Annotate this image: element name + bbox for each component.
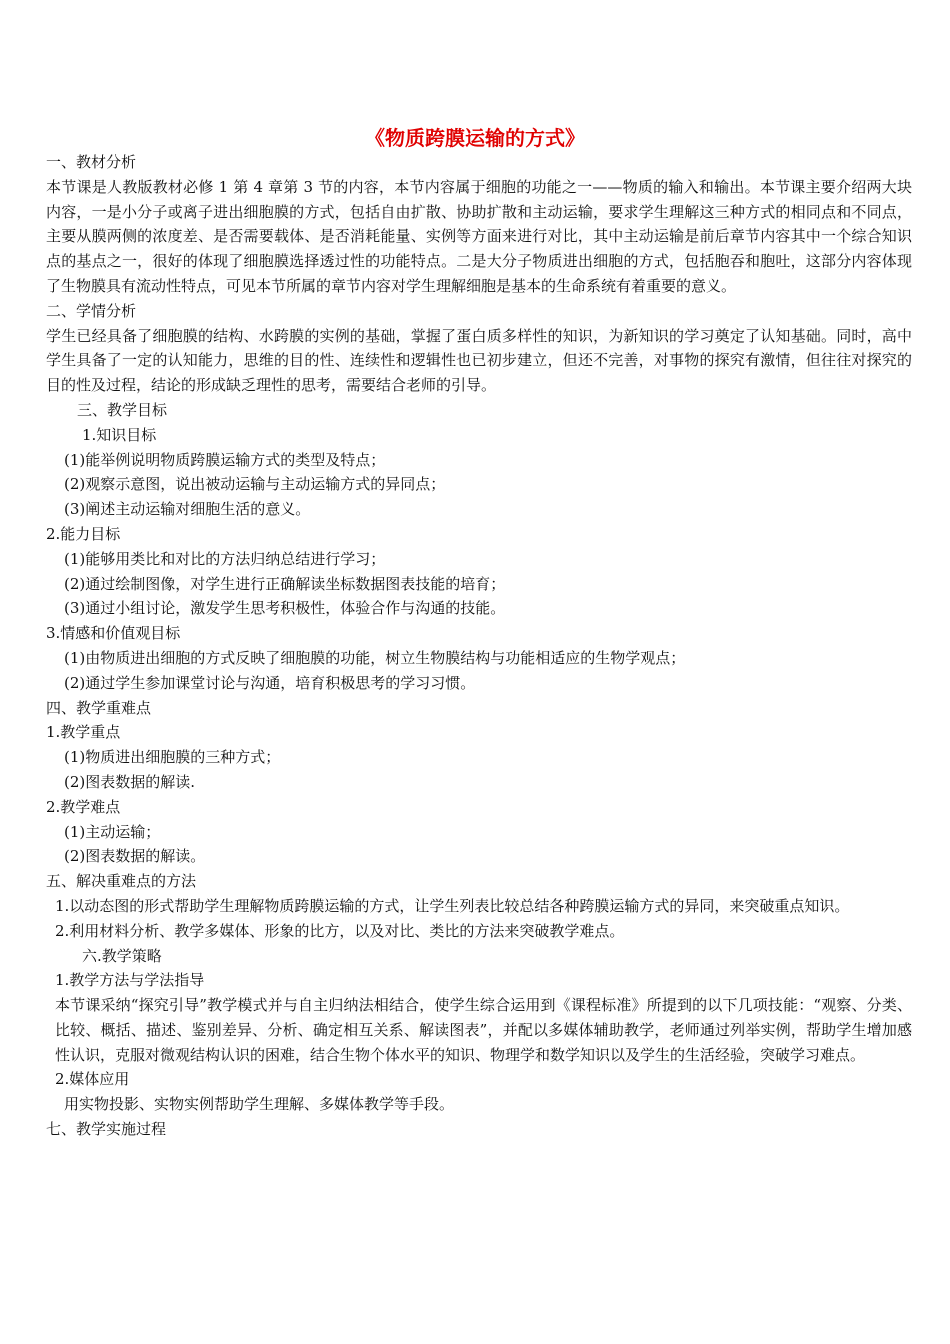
paragraph-student-analysis: 学生已经具备了细胞膜的结构、水跨膜的实例的基础，掌握了蛋白质多样性的知识，为新知识的学习奠定了认知基础。同时，高中学生具备了一定的认知能力，思维的目的性、连续性和逻辑性也已初步建立，但还不完善，对事物的探究有激情，但往往对探究的目的性及过程，结论的形成缺乏理性的思考，需要结合老师的引导。 <box>46 326 912 395</box>
list-item: (2)通过学生参加课堂讨论与沟通，培育积极思考的学习习惯。 <box>64 673 476 692</box>
list-item: (3)阐述主动运输对细胞生活的意义。 <box>64 500 311 519</box>
list-item: (1)由物质进出细胞的方式反映了细胞膜的功能，树立生物膜结构与功能相适应的生物学观点； <box>64 648 686 667</box>
list-item: 1.以动态图的形式帮助学生理解物质跨膜运输的方式，让学生列表比较总结各种跨膜运输方式的异同，来突破重点知识。 <box>55 896 850 915</box>
subheading-teaching-method: 1.教学方法与学法指导 <box>55 971 205 990</box>
subheading-teaching-focus: 1.教学重点 <box>46 723 121 742</box>
list-item: (1)物质进出细胞膜的三种方式； <box>64 748 281 767</box>
subheading-media: 2.媒体应用 <box>55 1070 130 1089</box>
subheading-knowledge-goals: 1.知识目标 <box>82 425 157 444</box>
list-item: (2)通过绘制图像，对学生进行正确解读坐标数据图表技能的培育； <box>64 574 506 593</box>
paragraph-teaching-method: 本节课采纳“探究引导”教学模式并与自主归纳法相结合，使学生综合运用到《课程标准》所提到的以下几项技能：“观察、分类、比较、概括、描述、鉴别差异、分析、确定相互关系、解读图表”，并配以多媒体辅助教学，老师通过列举实例，帮助学生增加感性认识，克服对微观结构认识的困难，结合生物个体水平的知识、物理学和数学知识以及学生的生活经验，突破学习难点。 <box>55 996 912 1064</box>
list-item: (2)图表数据的解读。 <box>64 847 206 866</box>
subheading-ability-goals: 2.能力目标 <box>46 524 121 543</box>
subheading-teaching-difficulty: 2.教学难点 <box>46 797 121 816</box>
section-heading-methods: 五、解决重难点的方法 <box>46 872 197 891</box>
paragraph-textbook-analysis: 本节课是人教版教材必修 1 第 4 章第 3 节的内容，本节内容属于细胞的功能之一——物质的输入和输出。本节课主要介绍两大块内容，一是小分子或离子进出细胞膜的方式，包括自由扩散、协助扩散和主动运输，要求学生理解这三种方式的相同点和不同点，主要从膜两侧的浓度差、是否需要载体、是否消耗能量、实例等方面来进行对比，其中主动运输是前后章节内容其中一个综合知识点的基点之一，很好的体现了细胞膜选择透过性的功能特点。二是大分子物质进出细胞的方式，包括胞吞和胞吐，这部分内容体现了生物膜具有流动性特点，可见本节所属的章节内容对学生理解细胞是基本的生命系统有着重要的意义。 <box>46 177 912 295</box>
list-item: (2)观察示意图，说出被动运输与主动运输方式的异同点； <box>64 475 446 494</box>
section-heading-strategy: 六.教学策略 <box>82 946 162 965</box>
section-heading-student-analysis: 二、学情分析 <box>46 301 137 320</box>
list-item: (1)能举例说明物质跨膜运输方式的类型及特点； <box>64 450 386 469</box>
section-heading-textbook-analysis: 一、教材分析 <box>46 153 137 171</box>
section-heading-teaching-goals: 三、教学目标 <box>77 400 168 419</box>
list-item: (1)主动运输； <box>64 822 161 841</box>
document-body <box>46 150 912 1142</box>
list-item: (2)图表数据的解读. <box>64 772 196 791</box>
document-title: 《物质跨膜运输的方式》 <box>365 126 585 150</box>
list-item: 2.利用材料分析、教学多媒体、形象的比方，以及对比、类比的方法来突破教学难点。 <box>55 921 625 940</box>
section-heading-key-points: 四、教学重难点 <box>46 698 152 717</box>
list-item: (3)通过小组讨论，激发学生思考积极性，体验合作与沟通的技能。 <box>64 599 506 618</box>
section-heading-implementation: 七、教学实施过程 <box>46 1120 167 1139</box>
subheading-values-goals: 3.情感和价值观目标 <box>46 624 181 643</box>
paragraph-media: 用实物投影、实物实例帮助学生理解、多媒体教学等手段。 <box>64 1095 455 1114</box>
list-item: (1)能够用类比和对比的方法归纳总结进行学习； <box>64 549 386 568</box>
